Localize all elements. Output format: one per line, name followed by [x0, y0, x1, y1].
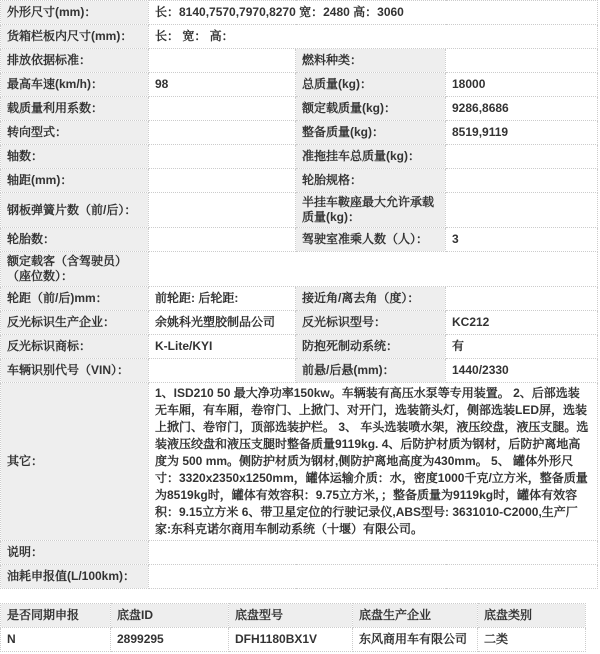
- spec-value-wheel-track: 前轮距: 后轮距:: [149, 287, 296, 311]
- spec-value-leaf-spring-count: [149, 193, 296, 228]
- spec-value-rated-load-mass: 9286,8686: [446, 97, 598, 121]
- spec-value-front-rear-overhang: 1440/2330: [446, 359, 598, 383]
- spec-row-other-notes: [1, 383, 598, 541]
- spec-label-vin: 车辆识别代号（VIN）：: [1, 359, 149, 383]
- spec-label-approach-departure-angle: 接近角/离去角（度）：: [296, 287, 446, 311]
- spec-row-emission-fuel: [1, 49, 598, 73]
- spec-value-approach-departure-angle: [446, 287, 598, 311]
- spec-label-rated-passengers: 额定载客（含驾驶员）（座位数）：: [1, 252, 149, 287]
- chassis-data-row: [1, 628, 586, 652]
- spec-label-cab-passenger-count: 驾驶室准乘人数（人）：: [296, 228, 446, 252]
- spec-value-cab-passenger-count: 3: [446, 228, 598, 252]
- spec-row-vin-overhang: [1, 359, 598, 383]
- spec-row-speed-mass: [1, 73, 598, 97]
- spec-row-steering-curb-mass: [1, 121, 598, 145]
- spec-value-other-notes: 1、ISD210 50 最大净功率150kw。车辆装有高压水泵等专用装置。 2、后部选装无车厢，有车厢，卷帘门、上掀门、对开门，选装箭头灯，侧部选装LED屏，选装上掀门、卷帘门，顶部选装护栏。 3、 车头选装喷水架，液压绞盘，液压支腿。选装液压绞盘和液压支腿时整备质量9119kg. 4、后防护材质为钢材，后防护离地高度为 500 mm。侧防护材质为钢材,侧防护离地高度为430mm。 5、 罐体外形尺寸：3320x2350x1250mm，罐体运输介质：水，密度1000千克/立方米，整备质量为8519kg时，罐体有效容积：9.75立方米，；整备质量为9119kg时，罐体有效容积：9.15立方米 6、带卫星定位的行驶记录仪,ABS型号: 3631010-C2000,生产厂家:东科克诺尔商用车制动系统（十堰）有限公司。: [149, 383, 598, 541]
- spec-value-curb-mass: 8519,9119: [446, 121, 598, 145]
- spec-value-total-mass: 18000: [446, 73, 598, 97]
- spec-value-mass-utilization-coefficient: [149, 97, 296, 121]
- chassis-header-row: [1, 604, 586, 628]
- spec-label-emission-standard: 排放依据标准：: [1, 49, 149, 73]
- spec-value-max-speed: 98: [149, 73, 296, 97]
- spec-label-mass-utilization-coefficient: 载质量利用系数：: [1, 97, 149, 121]
- spec-row-track-angles: [1, 287, 598, 311]
- spec-label-reflective-marking-model: 反光标识型号：: [296, 311, 446, 335]
- spec-row-fuel-consumption: [1, 565, 598, 589]
- chassis-cell-chassis-model: DFH1180BX1V: [229, 628, 353, 652]
- chassis-header-chassis-id: 底盘ID: [111, 604, 229, 628]
- spec-label-fuel-type: 燃料种类：: [296, 49, 446, 73]
- spec-label-front-rear-overhang: 前悬/后悬(mm)：: [296, 359, 446, 383]
- spec-value-vin: [149, 359, 296, 383]
- spec-label-reflective-marking-manufacturer: 反光标识生产企业：: [1, 311, 149, 335]
- spec-label-tire-count: 轮胎数：: [1, 228, 149, 252]
- chassis-cell-same-period-declaration: N: [1, 628, 111, 652]
- spec-label-reflective-marking-brand: 反光标识商标：: [1, 335, 149, 359]
- spec-row-overall-dimensions: [1, 1, 598, 25]
- spec-label-overall-dimensions: 外形尺寸(mm)：: [1, 1, 149, 25]
- spec-label-wheelbase: 轴距(mm)：: [1, 169, 149, 193]
- spec-row-axles-trailer-mass: [1, 145, 598, 169]
- spec-value-reflective-marking-manufacturer: 余姚科光塑胶制品公司: [149, 311, 296, 335]
- spec-label-rated-load-mass: 额定载质量(kg)：: [296, 97, 446, 121]
- spec-row-cargo-box-inner-dimensions: [1, 25, 598, 49]
- spec-value-fuel-consumption: [149, 565, 598, 589]
- spec-value-fuel-type: [446, 49, 598, 73]
- spec-label-steering-type: 转向型式：: [1, 121, 149, 145]
- spec-row-tires-cab-passengers: [1, 228, 598, 252]
- spec-label-trailer-total-mass: 准拖挂车总质量(kg)：: [296, 145, 446, 169]
- spec-label-abs-system: 防抱死制动系统：: [296, 335, 446, 359]
- spec-label-max-speed: 最高车速(km/h)：: [1, 73, 149, 97]
- chassis-header-chassis-category: 底盘类别: [478, 604, 586, 628]
- spec-value-emission-standard: [149, 49, 296, 73]
- spec-label-other-notes: 其它：: [1, 383, 149, 541]
- spec-value-overall-dimensions: 长：8140,7570,7970,8270 宽：2480 高：3060: [149, 1, 598, 25]
- spec-row-reflective-maker-model: [1, 311, 598, 335]
- chassis-table: [0, 603, 586, 652]
- spec-value-wheelbase: [149, 169, 296, 193]
- spec-row-remarks: [1, 541, 598, 565]
- spec-label-curb-mass: 整备质量(kg)：: [296, 121, 446, 145]
- spec-value-tire-spec: [446, 169, 598, 193]
- spec-value-reflective-marking-model: KC212: [446, 311, 598, 335]
- chassis-cell-chassis-id: 2899295: [111, 628, 229, 652]
- spec-value-steering-type: [149, 121, 296, 145]
- spec-label-wheel-track: 轮距（前/后)mm：: [1, 287, 149, 311]
- spec-value-trailer-total-mass: [446, 145, 598, 169]
- spec-value-axle-count: [149, 145, 296, 169]
- spec-label-saddle-max-load-mass: 半挂车鞍座最大允许承载质量(kg)：: [296, 193, 446, 228]
- spec-value-cargo-box-inner-dimensions: 长： 宽： 高：: [149, 25, 598, 49]
- chassis-header-chassis-manufacturer: 底盘生产企业: [353, 604, 478, 628]
- spec-label-leaf-spring-count: 钢板弹簧片数（前/后）：: [1, 193, 149, 228]
- spec-row-springs-saddle-load: [1, 193, 598, 228]
- spec-label-tire-spec: 轮胎规格：: [296, 169, 446, 193]
- spec-label-fuel-consumption: 油耗申报值(L/100km)：: [1, 565, 149, 589]
- spec-value-remarks: [149, 541, 598, 565]
- spec-value-abs-system: 有: [446, 335, 598, 359]
- spec-row-rated-passengers: [1, 252, 598, 287]
- spec-row-utilization-rated-load: [1, 97, 598, 121]
- chassis-header-same-period-declaration: 是否同期申报: [1, 604, 111, 628]
- chassis-header-chassis-model: 底盘型号: [229, 604, 353, 628]
- spec-value-saddle-max-load-mass: [446, 193, 598, 228]
- spec-label-total-mass: 总质量(kg)：: [296, 73, 446, 97]
- spec-value-rated-passengers: [149, 252, 598, 287]
- chassis-cell-chassis-manufacturer: 东风商用车有限公司: [353, 628, 478, 652]
- spec-label-remarks: 说明：: [1, 541, 149, 565]
- spec-label-axle-count: 轴数：: [1, 145, 149, 169]
- spec-row-reflective-brand-abs: [1, 335, 598, 359]
- spec-value-tire-count: [149, 228, 296, 252]
- spec-value-reflective-marking-brand: K-Lite/KYI: [149, 335, 296, 359]
- chassis-cell-chassis-category: 二类: [478, 628, 586, 652]
- spec-label-cargo-box-inner-dimensions: 货箱栏板内尺寸(mm)：: [1, 25, 149, 49]
- spec-row-wheelbase-tire-spec: [1, 169, 598, 193]
